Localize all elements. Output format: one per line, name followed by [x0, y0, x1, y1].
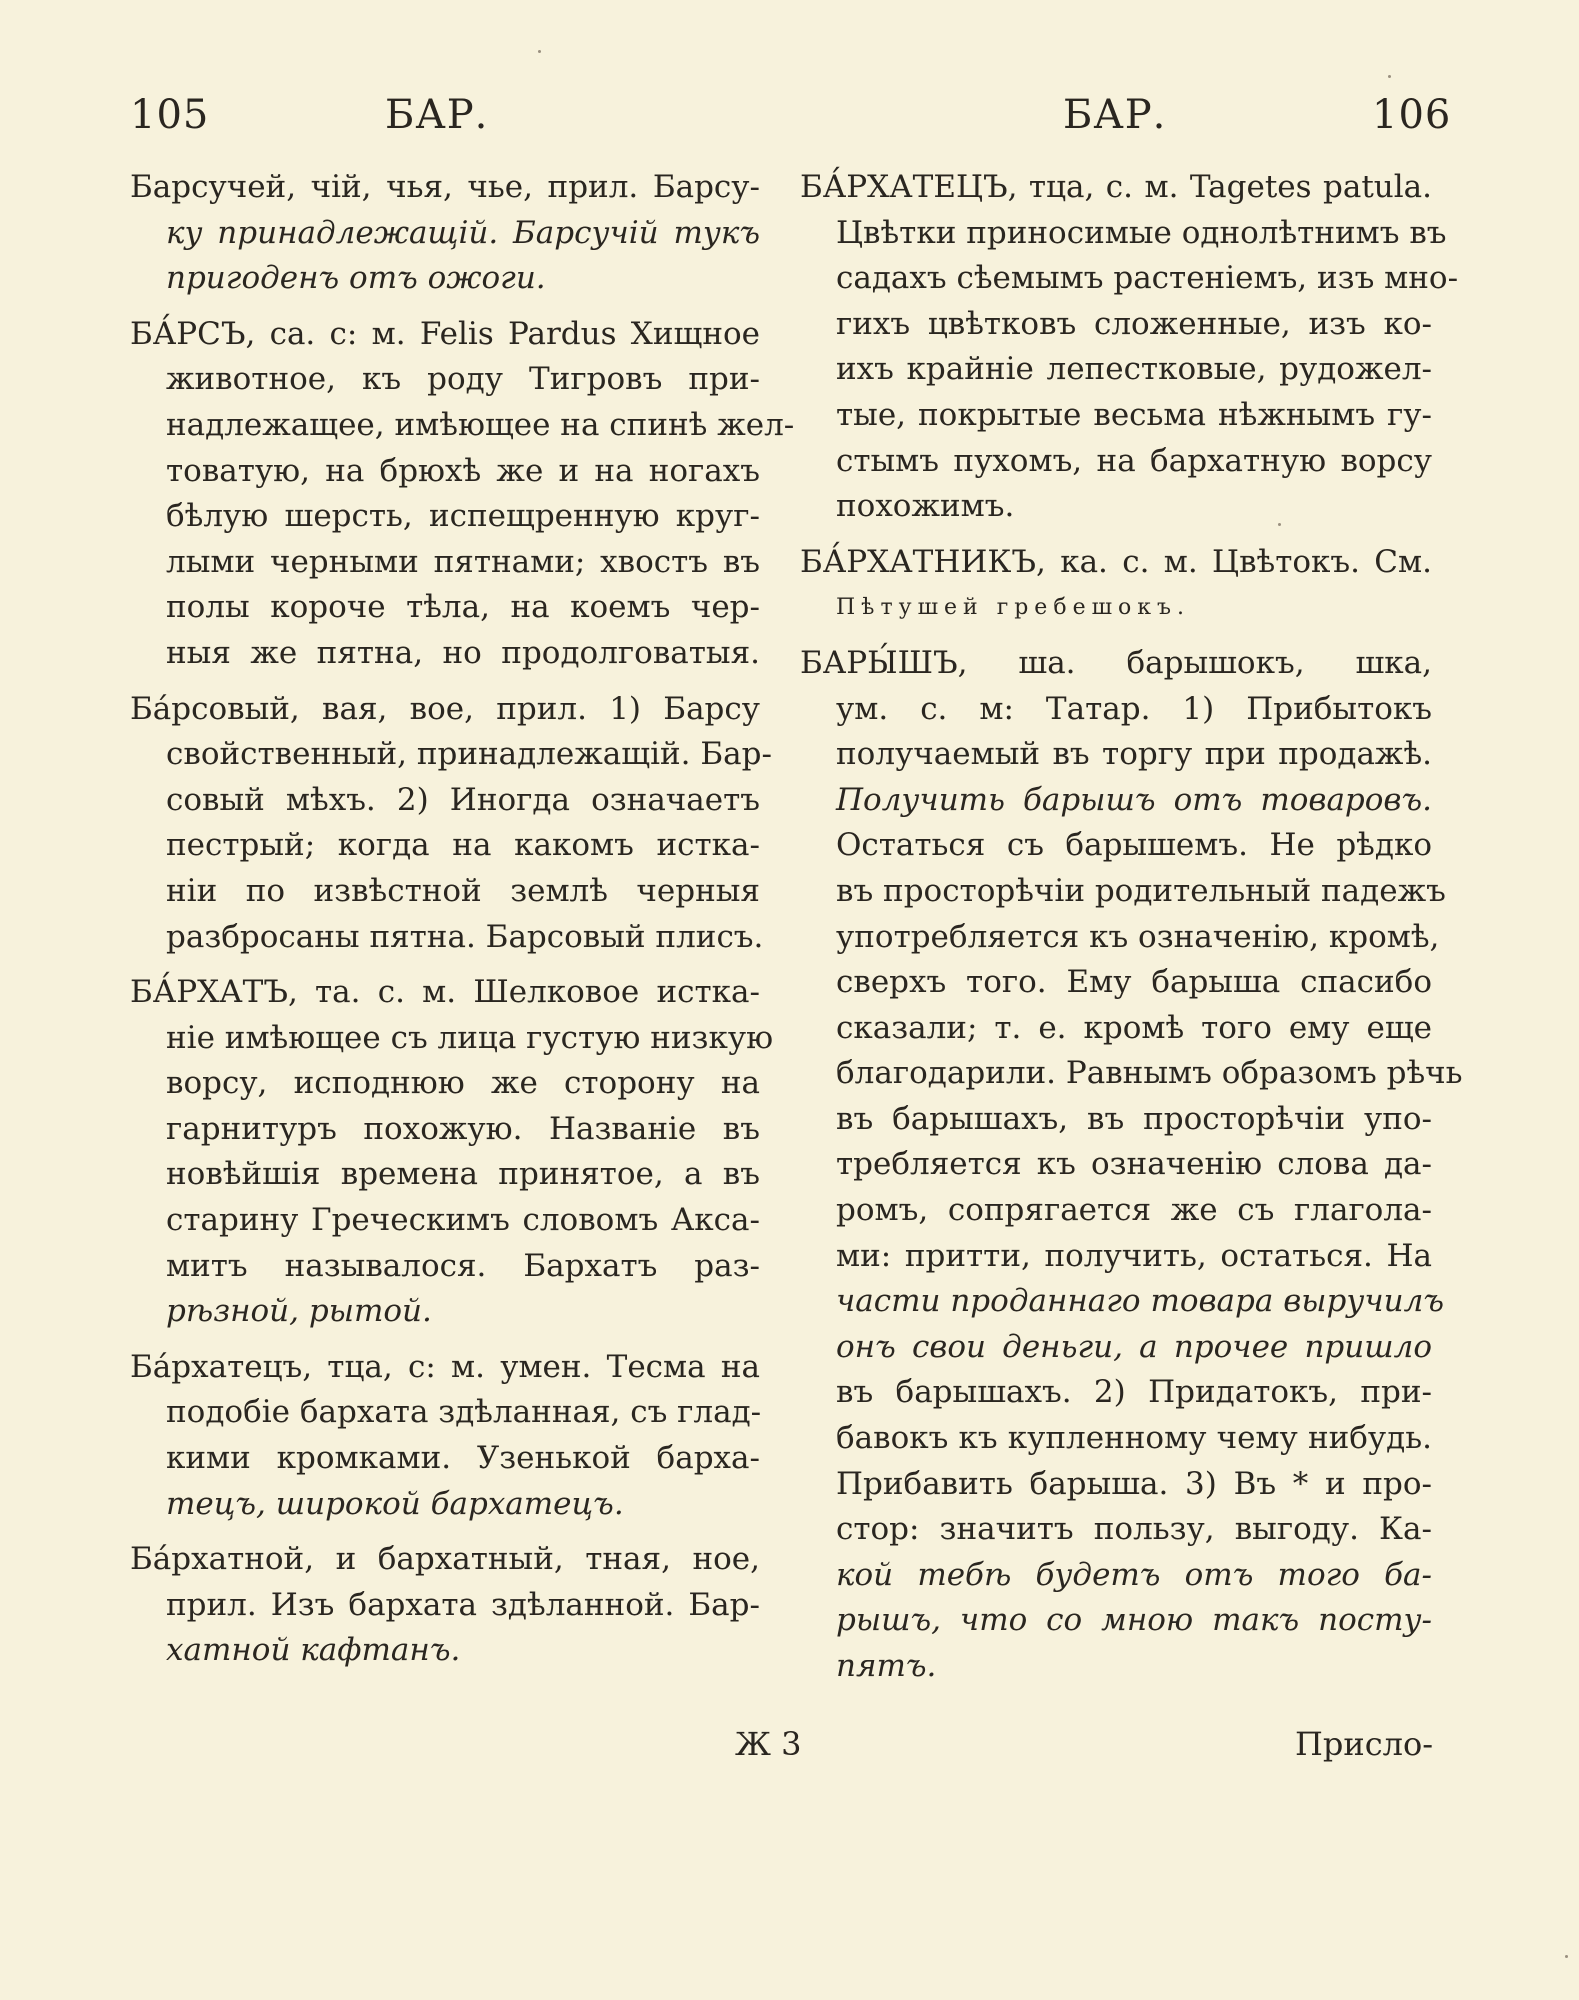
entry-headword-line: БА́РХАТЪ, та. с. м. Шелковое истка-: [130, 974, 760, 1011]
entry-line: Ба́рсовый, вая, вое, прил. 1) Барсу: [130, 690, 760, 727]
left-column: [130, 165, 795, 1674]
entry-line: разбросаны пятна. Барсовый плисъ.: [166, 918, 764, 955]
entry-line: части проданнаго товара выручилъ: [836, 1283, 1444, 1320]
entry-line: Получить барышъ отъ товаровъ.: [836, 781, 1432, 818]
entry-line: Ба́рхатной, и бархатный, тная, ное,: [130, 1541, 760, 1578]
catchword: Присло-: [1295, 1725, 1434, 1763]
entry-line: надлежащее, имѣющее на спинѣ жел-: [166, 406, 795, 443]
entry-line: въ барышахъ, въ просторѣчіи упо-: [836, 1100, 1432, 1137]
entry-line: животное, къ роду Тигровъ при-: [166, 361, 760, 398]
cross-reference: Пѣтушей гребешокъ.: [836, 595, 1191, 621]
entry-line: новѣйшія времена принятое, а въ: [166, 1156, 760, 1193]
entry-headword-line: БАРЫ́ШЪ, ша. барышокъ, шка,: [800, 644, 1432, 681]
entry-line: ніе имѣющее съ лица густую низкую: [166, 1019, 774, 1056]
entry-line: тецъ, широкой бархатецъ.: [166, 1485, 624, 1522]
entry-line: полы короче тѣла, на коемъ чер-: [166, 589, 760, 626]
right-page-number: 106: [1372, 92, 1452, 138]
right-column: [800, 165, 1463, 1690]
entry-line: пятъ.: [836, 1648, 937, 1684]
entry-line: ихъ крайніе лепестковые, рудожел-: [836, 351, 1432, 388]
entry-line: ныя же пятна, но продолговатыя.: [166, 634, 760, 671]
entry-line: ми: притти, получить, остаться. На: [836, 1237, 1432, 1274]
entry-line: ворсу, исподнюю же сторону на: [166, 1065, 760, 1102]
entry-line: прил. Изъ бархата здѣланной. Бар-: [166, 1586, 760, 1623]
right-running-title: БАР.: [1063, 92, 1167, 138]
entry-line: Барсучей, чій, чья, чье, прил. Барсу-: [130, 169, 760, 205]
entry-line: митъ называлося. Бархатъ раз-: [166, 1247, 760, 1284]
entry-headword-line: БА́РХАТНИКЪ, ка. с. м. Цвѣтокъ. См.: [800, 543, 1432, 580]
entry-line: ніи по извѣстной землѣ черныя: [166, 872, 760, 909]
entry-line: Цвѣтки приносимые однолѣтнимъ въ: [836, 214, 1447, 251]
entry-line: товатую, на брюхѣ же и на ногахъ: [166, 452, 760, 489]
entry-line: подобіе бархата здѣланная, съ глад-: [166, 1394, 762, 1431]
paper-speck: [1565, 1955, 1568, 1958]
signature-mark: Ж 3: [735, 1725, 802, 1763]
entry-line: кой тебѣ будетъ отъ того ба-: [836, 1556, 1432, 1593]
entry-line: пестрый; когда на какомъ истка-: [166, 827, 760, 864]
entry-line: въ просторѣчіи родительный падежъ: [836, 872, 1446, 909]
entry-line: онъ свои деньги, а прочее пришло: [836, 1328, 1432, 1365]
entry-line: кими кромками. Узенькой барха-: [166, 1440, 760, 1477]
entry-line: гарнитуръ похожую. Названіе въ: [166, 1110, 760, 1147]
entry-line: рышъ, что со мною такъ посту-: [836, 1602, 1432, 1639]
entry-line: получаемый въ торгу при продажѣ.: [836, 736, 1432, 773]
entry-line: стор: значитъ пользу, выгоду. Ка-: [836, 1511, 1432, 1548]
entry-line: совый мѣхъ. 2) Иногда означаетъ: [166, 781, 760, 818]
entry-line: старину Греческимъ словомъ Акса-: [166, 1202, 760, 1239]
entry-line: благодарили. Равнымъ образомъ рѣчь: [836, 1055, 1463, 1092]
entry-line: Прибавить барыша. 3) Въ * и про-: [836, 1465, 1432, 1502]
entry-line: пригоденъ отъ ожоги.: [166, 260, 546, 297]
left-page-number: 105: [130, 92, 210, 138]
entry-headword-line: БА́РХАТЕЦЪ, тца, с. м. Tagetes patula.: [800, 169, 1432, 205]
entry-line: сверхъ того. Ему барыша спасибо: [836, 964, 1432, 1001]
entry-line: хатной кафтанъ.: [166, 1632, 461, 1669]
entry-line: требляется къ означенію слова да-: [836, 1146, 1432, 1183]
entry-line: свойственный, принадлежащій. Бар-: [166, 736, 772, 773]
paper-speck: [1278, 523, 1281, 526]
entry-line: ум. с. м: Татар. 1) Прибытокъ: [836, 690, 1432, 727]
entry-line: похожимъ.: [836, 488, 1015, 525]
entry-line: Ба́рхатецъ, тца, с: м. умен. Тесма на: [130, 1348, 760, 1385]
entry-line: бѣлую шерсть, испещренную круг-: [166, 498, 760, 535]
entry-line: бавокъ къ купленному чему нибудь.: [836, 1420, 1432, 1457]
entry-line: ромъ, сопрягается же съ глагола-: [836, 1192, 1432, 1229]
left-running-title: БАР.: [385, 92, 489, 138]
entry-line: ку принадлежащій. Барсучій тукъ: [166, 214, 760, 251]
entry-line: рѣзной, рытой.: [166, 1293, 432, 1330]
entry-line: въ барышахъ. 2) Придатокъ, при-: [836, 1374, 1432, 1411]
paper-speck: [1388, 75, 1391, 78]
entry-line: лыми черными пятнами; хвостъ въ: [166, 543, 760, 580]
entry-line: употребляется къ означенію, кромѣ,: [836, 918, 1440, 955]
entry-line: сказали; т. е. кромѣ того ему еще: [836, 1009, 1432, 1046]
entry-headword-line: БА́РСЪ, са. с: м. Felis Pardus Хищное: [130, 315, 760, 352]
paper-speck: [538, 50, 541, 53]
entry-line: тые, покрытые весьма нѣжнымъ гу-: [836, 396, 1432, 433]
entry-line: Остаться съ барышемъ. Не рѣдко: [836, 827, 1432, 864]
entry-line: садахъ сѣемымъ растеніемъ, изъ мно-: [836, 260, 1459, 297]
entry-line: гихъ цвѣтковъ сложенные, изъ ко-: [836, 305, 1432, 342]
entry-line: стымъ пухомъ, на бархатную ворсу: [836, 442, 1432, 479]
